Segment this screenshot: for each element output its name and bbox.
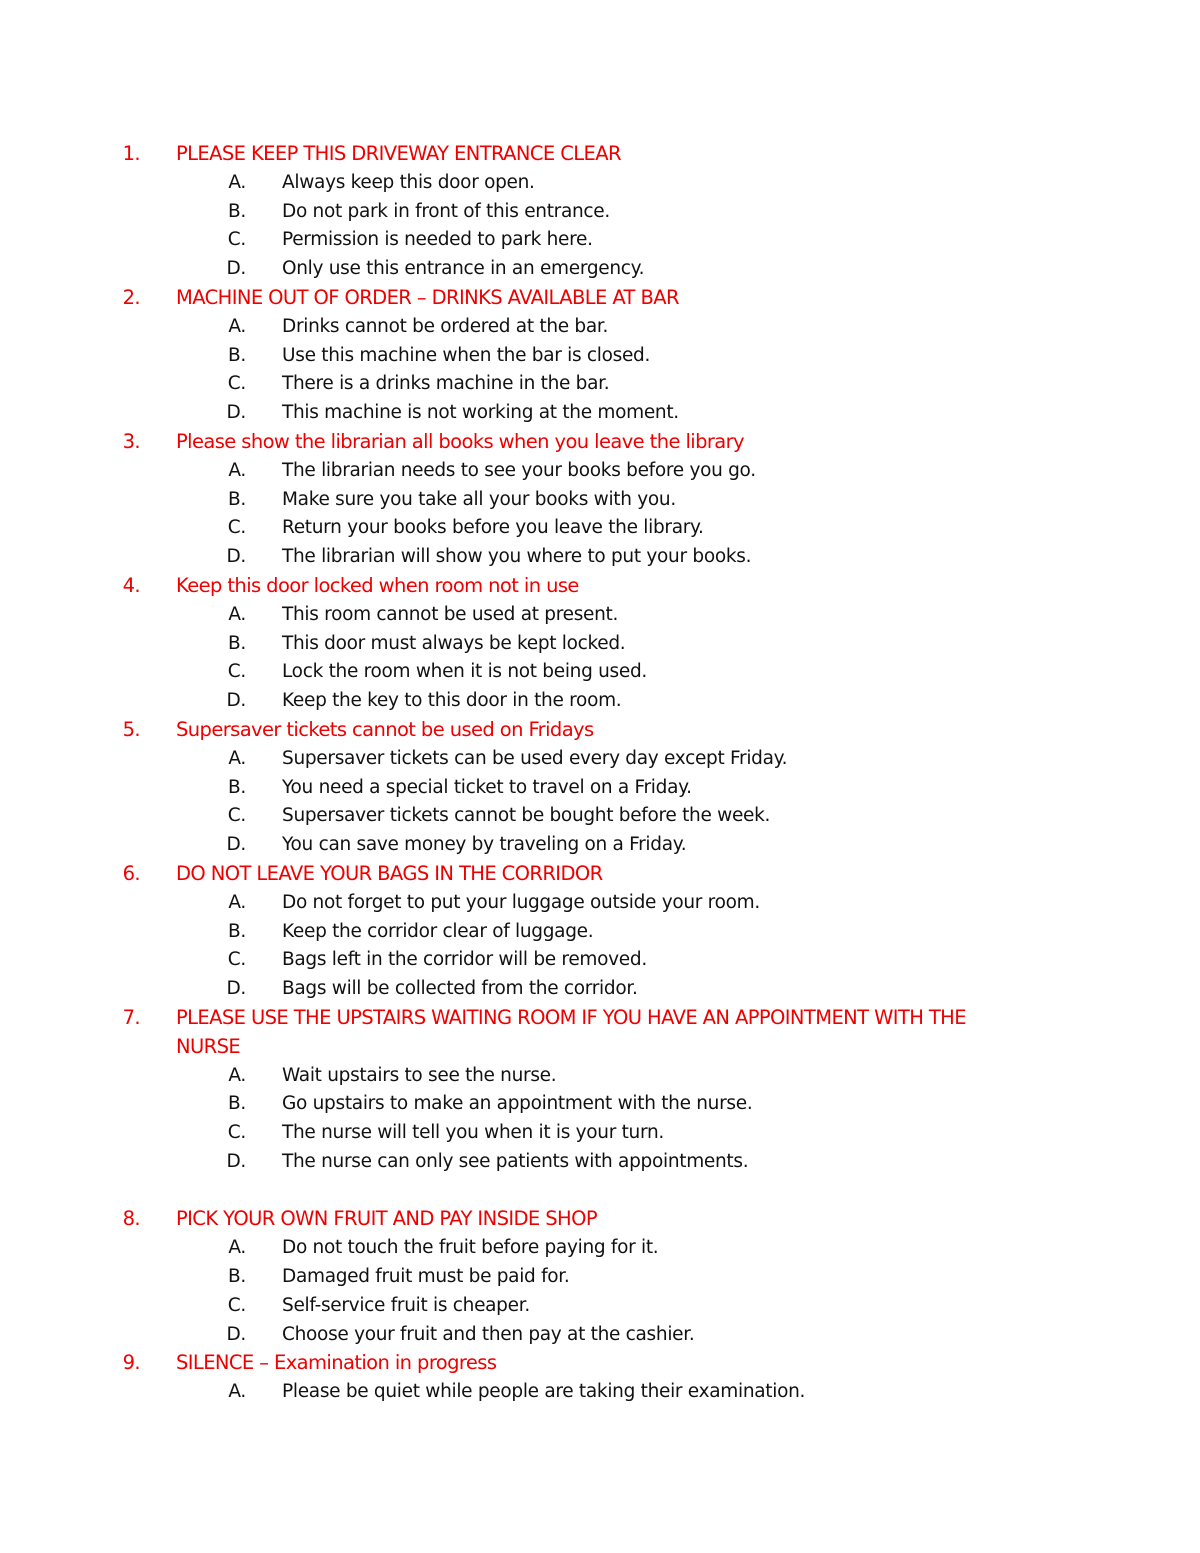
option-item bbox=[0, 918, 1200, 947]
question-item bbox=[0, 1205, 1200, 1349]
question-item bbox=[0, 716, 1200, 860]
question-item bbox=[0, 1349, 1200, 1407]
question-number: 3. bbox=[122, 429, 140, 453]
option-item bbox=[0, 802, 1200, 831]
option-text: Use this machine when the bar is closed. bbox=[282, 344, 651, 366]
option-letter: B. bbox=[228, 344, 246, 366]
option-letter: A. bbox=[228, 1064, 246, 1086]
question-number: 1. bbox=[122, 142, 140, 165]
question-item bbox=[0, 284, 1200, 428]
option-item bbox=[0, 774, 1200, 803]
notice-text: DO NOT LEAVE YOUR BAGS IN THE CORRIDOR bbox=[176, 861, 603, 885]
option-text: Permission is needed to park here. bbox=[282, 229, 593, 251]
option-item bbox=[0, 514, 1200, 543]
option-letter: B. bbox=[228, 920, 246, 942]
option-letter: B. bbox=[228, 488, 246, 510]
option-letter: A. bbox=[228, 459, 246, 481]
option-text: This machine is not working at the moment. bbox=[282, 402, 679, 424]
option-text: Self-service fruit is cheaper. bbox=[282, 1294, 530, 1316]
option-item bbox=[0, 975, 1200, 1004]
option-item bbox=[0, 370, 1200, 399]
option-text: Lock the room when it is not being used. bbox=[282, 661, 647, 683]
option-list bbox=[0, 601, 1200, 716]
option-item bbox=[0, 543, 1200, 572]
option-text: Drinks cannot be ordered at the bar. bbox=[282, 315, 609, 337]
question-notice bbox=[0, 284, 1200, 313]
option-item bbox=[0, 399, 1200, 428]
option-letter: D. bbox=[226, 690, 246, 712]
question-notice bbox=[0, 1349, 1200, 1378]
question-notice bbox=[0, 572, 1200, 601]
option-letter: D. bbox=[226, 1150, 246, 1172]
option-text: The librarian needs to see your books before you go. bbox=[282, 459, 756, 481]
question-list bbox=[0, 140, 1200, 1407]
option-text: You can save money by traveling on a Friday. bbox=[282, 834, 687, 856]
option-text: Keep the corridor clear of luggage. bbox=[282, 920, 594, 942]
option-item bbox=[0, 1090, 1200, 1119]
option-text: Bags will be collected from the corridor. bbox=[282, 978, 638, 1000]
option-text: Bags left in the corridor will be removed. bbox=[282, 949, 647, 971]
option-item bbox=[0, 342, 1200, 371]
option-item bbox=[0, 226, 1200, 255]
option-text: Go upstairs to make an appointment with the nurse. bbox=[282, 1093, 753, 1115]
option-letter: A. bbox=[228, 1237, 246, 1259]
option-item bbox=[0, 1062, 1200, 1091]
question-notice bbox=[0, 1004, 1200, 1062]
option-letter: D. bbox=[226, 1323, 246, 1345]
question-number: 7. bbox=[122, 1005, 140, 1029]
option-letter: C. bbox=[227, 517, 246, 539]
option-list bbox=[0, 745, 1200, 860]
option-letter: C. bbox=[227, 661, 246, 683]
option-item bbox=[0, 1234, 1200, 1263]
notice-text: PLEASE USE THE UPSTAIRS WAITING ROOM IF YOU HAVE AN APPOINTMENT WITH THE NURSE bbox=[176, 1005, 966, 1058]
option-list bbox=[0, 1234, 1200, 1349]
option-text: Return your books before you leave the library. bbox=[282, 517, 704, 539]
question-notice bbox=[0, 1205, 1200, 1234]
option-letter: A. bbox=[228, 171, 246, 193]
question-notice bbox=[0, 716, 1200, 745]
option-list bbox=[0, 1062, 1200, 1177]
option-text: Always keep this door open. bbox=[282, 171, 535, 193]
option-letter: A. bbox=[228, 315, 246, 337]
option-letter: B. bbox=[228, 1093, 246, 1115]
question-item bbox=[0, 428, 1200, 572]
option-item bbox=[0, 658, 1200, 687]
notice-text: Keep this door locked when room not in use bbox=[176, 573, 579, 597]
option-list bbox=[0, 313, 1200, 428]
option-list bbox=[0, 457, 1200, 572]
option-text: This door must always be kept locked. bbox=[282, 632, 626, 654]
option-text: The nurse can only see patients with appointments. bbox=[282, 1150, 749, 1172]
question-notice bbox=[0, 860, 1200, 889]
option-letter: C. bbox=[227, 805, 246, 827]
notice-text: Please show the librarian all books when you leave the library bbox=[176, 429, 744, 453]
question-number: 5. bbox=[122, 717, 140, 741]
option-item bbox=[0, 889, 1200, 918]
question-number: 9. bbox=[122, 1351, 140, 1375]
option-letter: D. bbox=[226, 402, 246, 424]
question-notice bbox=[0, 140, 1200, 169]
option-letter: D. bbox=[226, 834, 246, 856]
option-text: Make sure you take all your books with you. bbox=[282, 488, 676, 510]
option-item bbox=[0, 486, 1200, 515]
option-text: Wait upstairs to see the nurse. bbox=[282, 1064, 557, 1086]
option-item bbox=[0, 198, 1200, 227]
option-letter: A. bbox=[228, 603, 246, 625]
option-letter: B. bbox=[228, 200, 246, 222]
question-number: 8. bbox=[122, 1207, 140, 1231]
option-text: Supersaver tickets can be used every day except Friday. bbox=[282, 747, 788, 769]
question-number: 4. bbox=[122, 573, 140, 597]
option-letter: A. bbox=[228, 891, 246, 913]
option-letter: D. bbox=[226, 978, 246, 1000]
option-letter: B. bbox=[228, 632, 246, 654]
option-letter: D. bbox=[226, 258, 246, 280]
option-text: Damaged fruit must be paid for. bbox=[282, 1266, 570, 1288]
option-letter: A. bbox=[228, 747, 246, 769]
option-letter: D. bbox=[226, 546, 246, 568]
notice-text: PICK YOUR OWN FRUIT AND PAY INSIDE SHOP bbox=[176, 1207, 597, 1231]
option-text: You need a special ticket to travel on a Friday. bbox=[282, 776, 692, 798]
option-letter: B. bbox=[228, 1266, 246, 1288]
option-item bbox=[0, 630, 1200, 659]
option-list bbox=[0, 1378, 1200, 1407]
option-item bbox=[0, 601, 1200, 630]
notice-text: Supersaver tickets cannot be used on Fridays bbox=[176, 717, 594, 741]
notice-text: MACHINE OUT OF ORDER – DRINKS AVAILABLE AT BAR bbox=[176, 285, 679, 309]
option-item bbox=[0, 1148, 1200, 1177]
option-text: Do not park in front of this entrance. bbox=[282, 200, 610, 222]
option-letter: C. bbox=[227, 1294, 246, 1316]
question-item bbox=[0, 1004, 1200, 1177]
option-letter: C. bbox=[227, 1122, 246, 1144]
option-item bbox=[0, 1119, 1200, 1148]
blank-line bbox=[0, 1177, 1200, 1206]
option-item bbox=[0, 1321, 1200, 1350]
option-letter: C. bbox=[227, 373, 246, 395]
option-item bbox=[0, 687, 1200, 716]
question-number: 2. bbox=[122, 285, 140, 309]
option-item bbox=[0, 255, 1200, 284]
option-letter: B. bbox=[228, 776, 246, 798]
option-text: Please be quiet while people are taking their examination. bbox=[282, 1381, 806, 1403]
option-item bbox=[0, 169, 1200, 198]
option-list bbox=[0, 169, 1200, 284]
option-letter: A. bbox=[228, 1381, 246, 1403]
option-text: There is a drinks machine in the bar. bbox=[282, 373, 610, 395]
question-item bbox=[0, 140, 1200, 284]
option-item bbox=[0, 457, 1200, 486]
question-item bbox=[0, 860, 1200, 1004]
option-item bbox=[0, 313, 1200, 342]
option-text: This room cannot be used at present. bbox=[282, 603, 619, 625]
option-text: Supersaver tickets cannot be bought before the week. bbox=[282, 805, 771, 827]
option-text: Choose your fruit and then pay at the cashier. bbox=[282, 1323, 695, 1345]
question-notice bbox=[0, 428, 1200, 457]
option-list bbox=[0, 889, 1200, 1004]
option-item bbox=[0, 831, 1200, 860]
option-text: Do not forget to put your luggage outside your room. bbox=[282, 891, 760, 913]
option-item bbox=[0, 745, 1200, 774]
notice-text: PLEASE KEEP THIS DRIVEWAY ENTRANCE CLEAR bbox=[176, 142, 621, 165]
option-text: Only use this entrance in an emergency. bbox=[282, 258, 645, 280]
option-item bbox=[0, 946, 1200, 975]
document-page bbox=[0, 140, 1200, 1407]
option-item bbox=[0, 1292, 1200, 1321]
question-item bbox=[0, 572, 1200, 716]
question-number: 6. bbox=[122, 861, 140, 885]
option-text: The librarian will show you where to put your books. bbox=[282, 546, 752, 568]
option-text: Keep the key to this door in the room. bbox=[282, 690, 622, 712]
option-text: The nurse will tell you when it is your turn. bbox=[282, 1122, 664, 1144]
option-letter: C. bbox=[227, 949, 246, 971]
option-text: Do not touch the fruit before paying for it. bbox=[282, 1237, 659, 1259]
option-item bbox=[0, 1378, 1200, 1407]
option-letter: C. bbox=[227, 229, 246, 251]
option-item bbox=[0, 1263, 1200, 1292]
notice-text: SILENCE – Examination in progress bbox=[176, 1351, 497, 1375]
